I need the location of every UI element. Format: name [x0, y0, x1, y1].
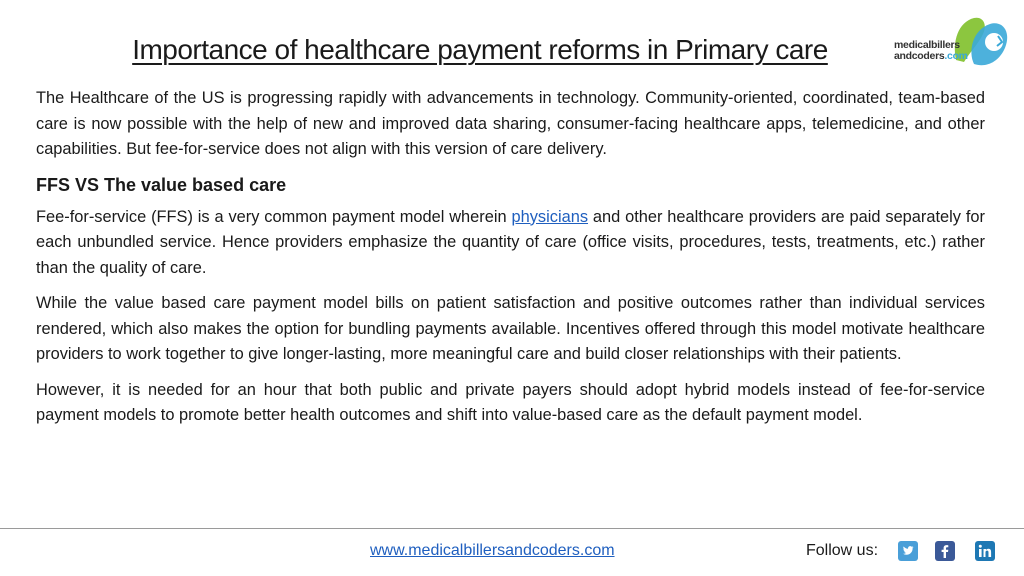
article-body [36, 86, 985, 439]
logo-line-2-suffix: .com [944, 50, 968, 62]
ffs-paragraph [36, 205, 985, 282]
logo-line-2-main: andcoders [894, 50, 945, 62]
website-link[interactable]: www.medicalbillersandcoders.com [370, 542, 615, 559]
follow-us-label: Follow us: [806, 542, 879, 559]
logo-wordmark [894, 40, 968, 62]
logo-line-2 [894, 51, 968, 62]
physicians-link[interactable]: physicians [511, 207, 589, 226]
ffs-text-after: and other healthcare providers are paid separately for each unbundled service. Hence providers emphasize the quantity of care (office visits, procedures, tests, treatments, etc.) rather than the quality of care. [36, 207, 985, 277]
logo-line-1: medicalbillers [894, 39, 960, 51]
page-title: Importance of healthcare payment reforms in Primary care [132, 34, 828, 65]
twitter-icon[interactable] [898, 541, 918, 561]
linkedin-icon[interactable] [975, 541, 995, 561]
section-heading: FFS VS The value based care [36, 174, 287, 195]
footer-divider [0, 528, 1024, 529]
facebook-icon[interactable] [935, 541, 955, 561]
ffs-text-before: Fee-for-service (FFS) is a very common payment model wherein [36, 207, 512, 226]
conclusion-paragraph: However, it is needed for an hour that both public and private payers should adopt hybrid models instead of fee-for-service payment models to promote better health outcomes and shift into value-based care as the default payment model. [36, 380, 985, 424]
intro-paragraph: The Healthcare of the US is progressing rapidly with advancements in technology. Community-oriented, coordinated, team-based care is now possible with the help of new and improved data sharing, consumer-facing healthcare apps, telemedicine, and other capabilities. But fee-for-service does not align with this version of care delivery. [36, 89, 985, 158]
value-based-paragraph: While the value based care payment model bills on patient satisfaction and positive outcomes rather than individual services rendered, which also makes the option for bundling payments available. Incentives offered through this model motivate healthcare providers to work together to give longer-lasting, more meaningful care and build closer relationships with their patients. [36, 294, 985, 363]
company-logo [894, 12, 1014, 72]
